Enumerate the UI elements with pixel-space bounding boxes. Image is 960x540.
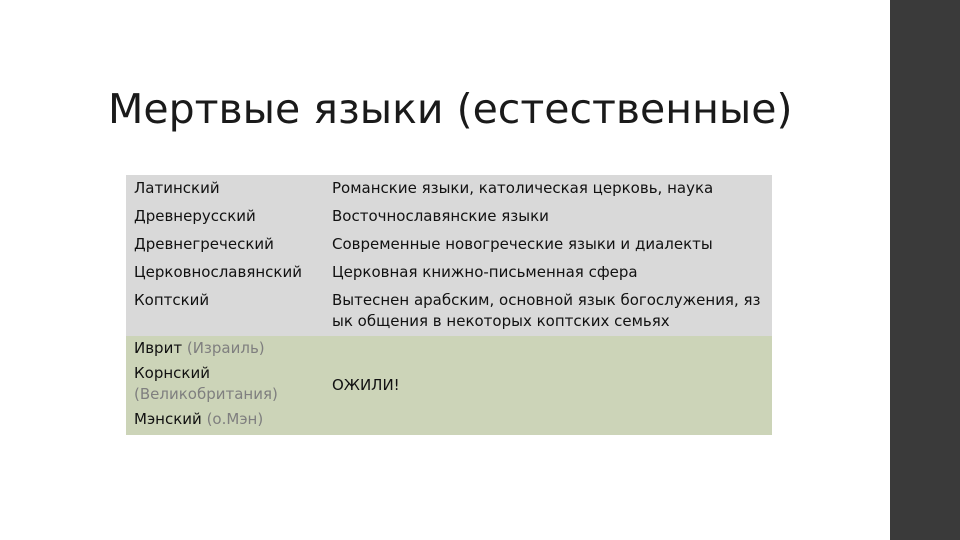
table-row (126, 175, 772, 203)
language-name: Коптский (126, 287, 324, 336)
revived-status: ОЖИЛИ! (324, 336, 772, 435)
language-region: (Израиль) (186, 339, 265, 357)
revived-language (126, 407, 324, 435)
language-descendants: Современные новогреческие языки и диалекты (324, 231, 772, 259)
language-name: Древнерусский (126, 203, 324, 231)
language-name: Латинский (126, 175, 324, 203)
language-descendants: Церковная книжно-письменная сфера (324, 259, 772, 287)
languages-table (126, 175, 772, 435)
table-row (126, 259, 772, 287)
slide-title: Мертвые языки (естественные) (108, 85, 793, 133)
language-region: (о.Мэн) (206, 410, 264, 428)
language-descendants: Романские языки, католическая церковь, наука (324, 175, 772, 203)
language-descendants: Вытеснен арабским, основной язык богослужения, язык общения в некоторых коптских семьях (324, 287, 772, 336)
revived-language (126, 336, 324, 361)
language-name: Иврит (134, 339, 183, 357)
language-name: Древнегреческий (126, 231, 324, 259)
language-name: Церковнославянский (126, 259, 324, 287)
language-name: Корнский (134, 364, 210, 382)
language-name: Мэнский (134, 410, 202, 428)
revived-language (126, 361, 324, 407)
table-row (126, 203, 772, 231)
language-region: (Великобритания) (134, 385, 278, 403)
side-bar (890, 0, 960, 540)
table-row (126, 287, 772, 336)
table-row (126, 336, 772, 361)
table-row (126, 231, 772, 259)
language-descendants: Восточнославянские языки (324, 203, 772, 231)
